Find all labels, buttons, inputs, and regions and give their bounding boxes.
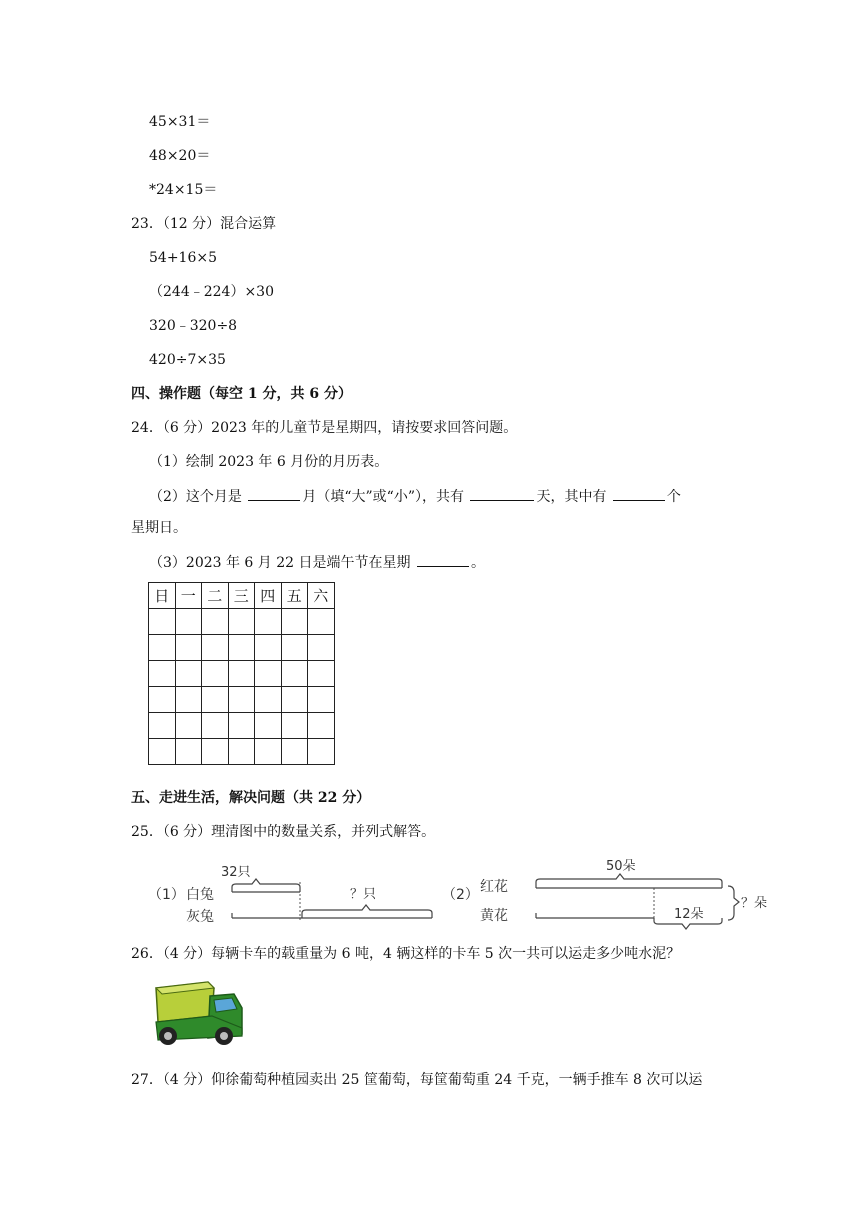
calendar-cell[interactable] xyxy=(202,713,229,739)
diagram-2-top-brace xyxy=(536,874,722,888)
q24-part-3 xyxy=(149,552,485,573)
weekday-tue: 二 xyxy=(202,583,229,609)
q24-label: 24．（6 分）2023 年的儿童节是星期四，请按要求回答问题。 xyxy=(131,420,518,436)
calendar-cell[interactable] xyxy=(228,635,255,661)
calendar-cell[interactable] xyxy=(228,739,255,765)
q22-item-2: 48×20＝ xyxy=(149,148,211,164)
diagram-1 xyxy=(148,865,432,925)
calendar-cell[interactable] xyxy=(149,713,176,739)
calendar-cell[interactable] xyxy=(255,661,282,687)
calendar-header-row xyxy=(149,583,335,609)
q23-item-4: 420÷7×35 xyxy=(149,352,226,368)
diagram-1-unknown-label: ？只 xyxy=(350,887,377,902)
q24-part-2 xyxy=(149,486,681,507)
diagram-2-number: （2） xyxy=(442,887,479,903)
diagram-1-row2-label: 灰兔 xyxy=(186,909,214,925)
calendar-cell[interactable] xyxy=(308,609,335,635)
section-5-heading: 五、走进生活，解决问题（共 22 分） xyxy=(131,790,371,806)
diagram-1-top-label: 32只 xyxy=(221,865,251,880)
q25-diagrams xyxy=(140,858,770,930)
calendar-cell[interactable] xyxy=(308,713,335,739)
diagram-2-row2-label: 黄花 xyxy=(480,908,508,924)
q26-label: 26．（4 分）每辆卡车的载重量为 6 吨，4 辆这样的卡车 5 次一共可以运走多少吨水泥？ xyxy=(131,946,681,962)
q24-p3-text-a: （3）2023 年 6 月 22 日是端午节在星期 xyxy=(149,555,415,571)
q24-p2-text-b: 月（填“大”或“小”），共有 xyxy=(302,489,469,505)
calendar-cell[interactable] xyxy=(202,661,229,687)
answer-blank-days[interactable] xyxy=(470,486,534,501)
calendar-cell[interactable] xyxy=(175,661,202,687)
calendar-cell[interactable] xyxy=(228,713,255,739)
truck-hub-front xyxy=(220,1032,228,1040)
diagram-2-side-brace xyxy=(728,886,739,920)
answer-blank-sundays[interactable] xyxy=(613,486,665,501)
calendar-cell[interactable] xyxy=(255,739,282,765)
calendar-grid xyxy=(148,582,335,765)
calendar-week-row xyxy=(149,635,335,661)
diagram-2 xyxy=(442,859,767,929)
calendar-cell[interactable] xyxy=(175,739,202,765)
q24-p2-text-c: 天，其中有 xyxy=(536,489,611,505)
diagram-1-number: （1） xyxy=(148,887,185,903)
diagram-1-row1-label: 白兔 xyxy=(186,887,214,903)
calendar-week-row xyxy=(149,661,335,687)
weekday-thu: 四 xyxy=(255,583,282,609)
calendar-cell[interactable] xyxy=(281,713,308,739)
calendar-cell[interactable] xyxy=(255,609,282,635)
q27-label: 27．（4 分）仰徐葡萄种植园卖出 25 筐葡萄，每筐葡萄重 24 千克，一辆手推车 8 次可以运 xyxy=(131,1072,703,1088)
calendar-cell[interactable] xyxy=(281,661,308,687)
calendar-cell[interactable] xyxy=(149,635,176,661)
calendar-cell[interactable] xyxy=(308,739,335,765)
truck-icon xyxy=(148,978,248,1050)
diagram-1-unknown-brace xyxy=(302,905,432,918)
calendar-cell[interactable] xyxy=(202,609,229,635)
calendar-cell[interactable] xyxy=(202,739,229,765)
calendar-cell[interactable] xyxy=(149,687,176,713)
weekday-sun: 日 xyxy=(149,583,176,609)
calendar-cell[interactable] xyxy=(175,609,202,635)
section-4-heading: 四、操作题（每空 1 分，共 6 分） xyxy=(131,386,352,402)
weekday-wed: 三 xyxy=(228,583,255,609)
calendar-cell[interactable] xyxy=(202,687,229,713)
q24-p2-text-d: 个 xyxy=(666,489,681,505)
calendar-cell[interactable] xyxy=(175,635,202,661)
diagram-2-row1-label: 红花 xyxy=(480,879,508,895)
calendar-week-row xyxy=(149,739,335,765)
calendar-week-row xyxy=(149,687,335,713)
calendar-cell[interactable] xyxy=(149,609,176,635)
q22-item-3: *24×15＝ xyxy=(149,182,218,198)
q22-item-1: 45×31＝ xyxy=(149,114,211,130)
calendar-cell[interactable] xyxy=(255,635,282,661)
calendar-cell[interactable] xyxy=(308,687,335,713)
calendar-cell[interactable] xyxy=(308,635,335,661)
calendar-cell[interactable] xyxy=(281,635,308,661)
q24-part-2-cont: 星期日。 xyxy=(131,520,187,536)
calendar-cell[interactable] xyxy=(149,739,176,765)
q24-p3-text-b: 。 xyxy=(470,555,485,571)
q25-label: 25．（6 分）理清图中的数量关系，并列式解答。 xyxy=(131,824,436,840)
calendar-cell[interactable] xyxy=(308,661,335,687)
q23-item-2: （244﹣224）×30 xyxy=(149,284,274,300)
calendar-cell[interactable] xyxy=(281,739,308,765)
answer-blank-month-type[interactable] xyxy=(248,486,300,501)
calendar-cell[interactable] xyxy=(255,713,282,739)
calendar-week-row xyxy=(149,713,335,739)
calendar-cell[interactable] xyxy=(228,609,255,635)
weekday-mon: 一 xyxy=(175,583,202,609)
calendar-cell[interactable] xyxy=(281,687,308,713)
weekday-sat: 六 xyxy=(308,583,335,609)
calendar-cell[interactable] xyxy=(228,661,255,687)
calendar-cell[interactable] xyxy=(202,635,229,661)
truck-hub-rear xyxy=(164,1032,172,1040)
q23-item-3: 320﹣320÷8 xyxy=(149,318,238,334)
weekday-fri: 五 xyxy=(281,583,308,609)
diagram-2-unknown-label: ？朵 xyxy=(741,896,768,911)
calendar-cell[interactable] xyxy=(228,687,255,713)
calendar-cell[interactable] xyxy=(255,687,282,713)
answer-blank-weekday[interactable] xyxy=(417,552,469,567)
q23-label: 23．（12 分）混合运算 xyxy=(131,216,277,232)
calendar-cell[interactable] xyxy=(175,713,202,739)
q23-item-1: 54+16×5 xyxy=(149,250,217,266)
diagram-2-bottom-label: 12朵 xyxy=(674,907,704,922)
diagram-2-top-label: 50朵 xyxy=(606,859,636,874)
diagram-1-top-brace xyxy=(232,879,300,892)
calendar-cell[interactable] xyxy=(281,609,308,635)
q24-part-1: （1）绘制 2023 年 6 月份的月历表。 xyxy=(149,454,389,470)
calendar-week-row xyxy=(149,609,335,635)
q24-p2-text-a: （2）这个月是 xyxy=(149,489,247,505)
calendar-cell[interactable] xyxy=(149,661,176,687)
calendar-cell[interactable] xyxy=(175,687,202,713)
